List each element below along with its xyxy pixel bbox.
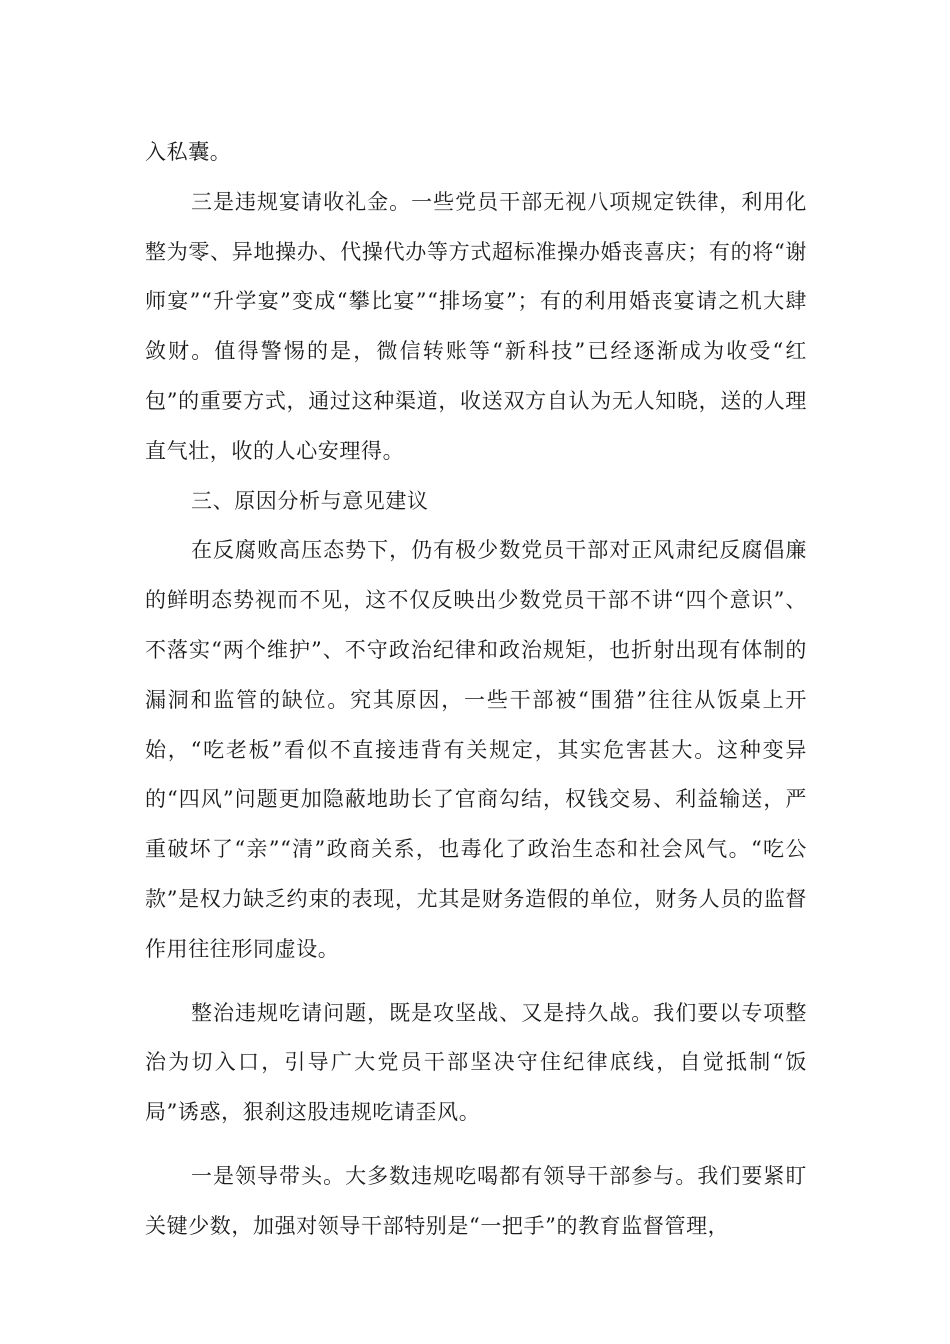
document-body [145, 128, 807, 1252]
paragraph-continuation: 入私囊。 [145, 140, 232, 164]
paragraph-rectification: 整治违规吃请问题，既是攻坚战、又是持久战。我们要以专项整治为切入口，引导广大党员干部坚决守住纪律底线，自觉抵制“饭局”诱惑，狠刹这股违规吃请歪风。 [145, 1000, 807, 1125]
paragraph-leadership: 一是领导带头。大多数违规吃喝都有领导干部参与。我们要紧盯关键少数，加强对领导干部特别是“一把手”的教育监督管理， [145, 1163, 807, 1238]
paragraph-banquet-gifts: 三是违规宴请收礼金。一些党员干部无视八项规定铁律，利用化整为零、异地操办、代操代办等方式超标准操办婚丧喜庆；有的将“谢师宴”“升学宴”变成“攀比宴”“排场宴”；有的利用婚丧宴请之机大肆敛财。值得警惕的是，微信转账等“新科技”已经逐渐成为收受“红包”的重要方式，通过这种渠道，收送双方自认为无人知晓，送的人理直气壮，收的人心安理得。 [145, 189, 807, 463]
section-heading: 三、原因分析与意见建议 [191, 488, 429, 513]
paragraph-cause-analysis: 在反腐败高压态势下，仍有极少数党员干部对正风肃纪反腐倡廉的鲜明态势视而不见，这不仅反映出少数党员干部不讲“四个意识”、不落实“两个维护”、不守政治纪律和政治规矩，也折射出现有体制的漏洞和监管的缺位。究其原因，一些干部被“围猎”往往从饭桌上开始，“吃老板”看似不直接违背有关规定，其实危害甚大。这种变异的“四风”问题更加隐蔽地助长了官商勾结，权钱交易、利益输送，严重破坏了“亲”“清”政商关系，也毒化了政治生态和社会风气。“吃公款”是权力缺乏约束的表现，尤其是财务造假的单位，财务人员的监督作用往往形同虚设。 [145, 538, 807, 961]
